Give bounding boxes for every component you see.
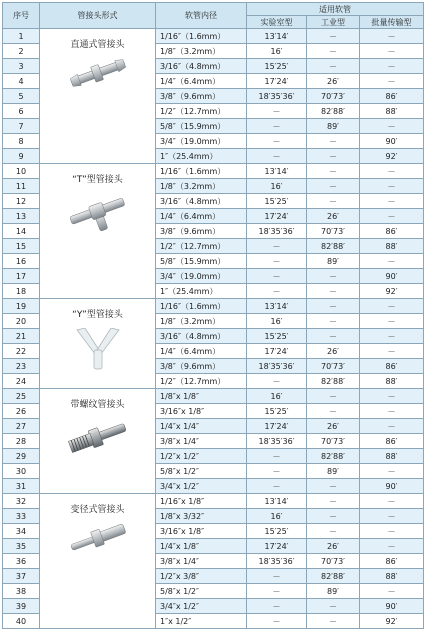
industrial-type-cell: 82′88′ [307, 104, 360, 119]
industrial-type-cell: － [307, 329, 360, 344]
lab-type-cell: － [247, 104, 307, 119]
table-row [3, 389, 424, 404]
industrial-type-cell: － [307, 134, 360, 149]
bulk-transfer-cell: 88′ [360, 449, 424, 464]
row-number: 31 [3, 479, 40, 494]
industrial-type-cell: 89′ [307, 254, 360, 269]
bulk-transfer-cell: － [360, 389, 424, 404]
row-number: 29 [3, 449, 40, 464]
bulk-transfer-cell: － [360, 419, 424, 434]
lab-type-cell: － [247, 569, 307, 584]
inner-diameter-cell: 1/2″x 3/8″ [156, 569, 247, 584]
header-bulk-transfer-type: 批量传输型 [360, 16, 424, 29]
industrial-type-cell: － [307, 164, 360, 179]
row-number: 28 [3, 434, 40, 449]
industrial-type-cell: 89′ [307, 464, 360, 479]
inner-diameter-cell: 1/2″x 1/2″ [156, 449, 247, 464]
bulk-transfer-cell: 88′ [360, 569, 424, 584]
row-number: 5 [3, 89, 40, 104]
inner-diameter-cell: 1/4″x 1/8″ [156, 539, 247, 554]
bulk-transfer-cell: 90′ [360, 134, 424, 149]
inner-diameter-cell: 1/8″x 3/32″ [156, 509, 247, 524]
lab-type-cell: 16′ [247, 314, 307, 329]
inner-diameter-cell: 3/8″x 1/4″ [156, 554, 247, 569]
row-number: 1 [3, 29, 40, 44]
reducer-fitting-icon [40, 523, 155, 553]
row-number: 27 [3, 419, 40, 434]
table-row [3, 29, 424, 44]
industrial-type-cell: － [307, 314, 360, 329]
lab-type-cell: 13′14′ [247, 494, 307, 509]
inner-diameter-cell: 5/8″x 1/2″ [156, 584, 247, 599]
row-number: 10 [3, 164, 40, 179]
industrial-type-cell: － [307, 149, 360, 164]
lab-type-cell: － [247, 374, 307, 389]
inner-diameter-cell: 3/16″（4.8mm） [156, 329, 247, 344]
lab-type-cell: 15′25′ [247, 329, 307, 344]
row-number: 30 [3, 464, 40, 479]
row-number: 24 [3, 374, 40, 389]
industrial-type-cell: 26′ [307, 74, 360, 89]
bulk-transfer-cell: － [360, 119, 424, 134]
lab-type-cell: － [247, 119, 307, 134]
industrial-type-cell: － [307, 479, 360, 494]
industrial-type-cell: － [307, 44, 360, 59]
lab-type-cell: 15′25′ [247, 194, 307, 209]
lab-type-cell: 16′ [247, 389, 307, 404]
inner-diameter-cell: 1/2″（12.7mm） [156, 104, 247, 119]
inner-diameter-cell: 1/8″（3.2mm） [156, 44, 247, 59]
fitting-type-name: 直通式管接头 [70, 40, 125, 50]
row-number: 23 [3, 359, 40, 374]
lab-type-cell: － [247, 239, 307, 254]
inner-diameter-cell: 3/16″x 1/8″ [156, 524, 247, 539]
industrial-type-cell: 70′73′ [307, 224, 360, 239]
industrial-type-cell: － [307, 269, 360, 284]
industrial-type-cell: 82′88′ [307, 239, 360, 254]
industrial-type-cell: 82′88′ [307, 449, 360, 464]
fitting-type-cell [40, 164, 156, 299]
lab-type-cell: － [247, 614, 307, 629]
inner-diameter-cell: 1″x 1/2″ [156, 614, 247, 629]
lab-type-cell: 18′35′36′ [247, 554, 307, 569]
inner-diameter-cell: 5/8″（15.9mm） [156, 254, 247, 269]
row-number: 21 [3, 329, 40, 344]
bulk-transfer-cell: － [360, 194, 424, 209]
inner-diameter-cell: 3/4″x 1/2″ [156, 479, 247, 494]
bulk-transfer-cell: 88′ [360, 239, 424, 254]
bulk-transfer-cell: 86′ [360, 224, 424, 239]
inner-diameter-cell: 1/2″（12.7mm） [156, 374, 247, 389]
industrial-type-cell: － [307, 404, 360, 419]
y-fitting-icon [40, 328, 155, 370]
lab-type-cell: － [247, 254, 307, 269]
fitting-type-cell [40, 389, 156, 494]
industrial-type-cell: － [307, 524, 360, 539]
industrial-type-cell: 89′ [307, 584, 360, 599]
inner-diameter-cell: 3/16″（4.8mm） [156, 59, 247, 74]
industrial-type-cell: 82′88′ [307, 569, 360, 584]
bulk-transfer-cell: 90′ [360, 269, 424, 284]
row-number: 26 [3, 404, 40, 419]
industrial-type-cell: 26′ [307, 344, 360, 359]
industrial-type-cell: － [307, 299, 360, 314]
bulk-transfer-cell: 86′ [360, 554, 424, 569]
row-number: 37 [3, 569, 40, 584]
inner-diameter-cell: 1/4″（6.4mm） [156, 209, 247, 224]
inner-diameter-cell: 1/4″（6.4mm） [156, 74, 247, 89]
row-number: 36 [3, 554, 40, 569]
bulk-transfer-cell: 86′ [360, 89, 424, 104]
bulk-transfer-cell: － [360, 464, 424, 479]
industrial-type-cell: 82′88′ [307, 374, 360, 389]
bulk-transfer-cell: 90′ [360, 599, 424, 614]
industrial-type-cell: － [307, 59, 360, 74]
bulk-transfer-cell: － [360, 404, 424, 419]
row-number: 40 [3, 614, 40, 629]
inner-diameter-cell: 1/8″x 1/8″ [156, 389, 247, 404]
lab-type-cell: 17′24′ [247, 539, 307, 554]
inner-diameter-cell: 3/4″（19.0mm） [156, 269, 247, 284]
bulk-transfer-cell: － [360, 74, 424, 89]
row-number: 14 [3, 224, 40, 239]
tee-fitting-icon [40, 193, 155, 233]
lab-type-cell: － [247, 464, 307, 479]
bulk-transfer-cell: 92′ [360, 284, 424, 299]
bulk-transfer-cell: － [360, 584, 424, 599]
header-fitting-type: 管接头形式 [40, 3, 156, 29]
lab-type-cell: 16′ [247, 179, 307, 194]
row-number: 34 [3, 524, 40, 539]
table-body [3, 29, 424, 629]
bulk-transfer-cell: － [360, 164, 424, 179]
fitting-type-cell [40, 29, 156, 164]
industrial-type-cell: － [307, 29, 360, 44]
industrial-type-cell: 26′ [307, 209, 360, 224]
fitting-type-name: “T”型管接头 [72, 175, 123, 185]
lab-type-cell: 13′14′ [247, 164, 307, 179]
industrial-type-cell: 70′73′ [307, 89, 360, 104]
fitting-type-name: “Y”型管接头 [72, 310, 123, 320]
bulk-transfer-cell: － [360, 179, 424, 194]
row-number: 25 [3, 389, 40, 404]
fitting-type-name: 变径式管接头 [70, 505, 125, 515]
inner-diameter-cell: 1″（25.4mm） [156, 284, 247, 299]
inner-diameter-cell: 3/4″x 1/2″ [156, 599, 247, 614]
industrial-type-cell: 26′ [307, 539, 360, 554]
industrial-type-cell: － [307, 509, 360, 524]
inner-diameter-cell: 5/8″x 1/2″ [156, 464, 247, 479]
straight-fitting-icon [40, 58, 155, 88]
lab-type-cell: 15′25′ [247, 524, 307, 539]
industrial-type-cell: － [307, 494, 360, 509]
industrial-type-cell: － [307, 284, 360, 299]
row-number: 33 [3, 509, 40, 524]
row-number: 17 [3, 269, 40, 284]
industrial-type-cell: 26′ [307, 419, 360, 434]
fittings-table-container [2, 2, 423, 629]
lab-type-cell: 18′35′36′ [247, 434, 307, 449]
bulk-transfer-cell: － [360, 299, 424, 314]
inner-diameter-cell: 1/16″x 1/8″ [156, 494, 247, 509]
header-lab-type: 实验室型 [247, 16, 307, 29]
lab-type-cell: 17′24′ [247, 344, 307, 359]
table-row [3, 494, 424, 509]
lab-type-cell: 18′35′36′ [247, 89, 307, 104]
industrial-type-cell: 70′73′ [307, 434, 360, 449]
inner-diameter-cell: 5/8″（15.9mm） [156, 119, 247, 134]
inner-diameter-cell: 3/8″（9.6mm） [156, 224, 247, 239]
row-number: 15 [3, 239, 40, 254]
lab-type-cell: 18′35′36′ [247, 359, 307, 374]
header-applicable-tubing: 适用软管 [247, 3, 424, 16]
inner-diameter-cell: 3/16″x 1/8″ [156, 404, 247, 419]
industrial-type-cell: － [307, 194, 360, 209]
bulk-transfer-cell: － [360, 494, 424, 509]
lab-type-cell: 13′14′ [247, 29, 307, 44]
inner-diameter-cell: 3/4″（19.0mm） [156, 134, 247, 149]
fitting-type-name: 带螺纹管接头 [70, 400, 125, 410]
header-no: 序号 [3, 3, 40, 29]
bulk-transfer-cell: － [360, 254, 424, 269]
lab-type-cell: － [247, 149, 307, 164]
lab-type-cell: 13′14′ [247, 299, 307, 314]
bulk-transfer-cell: 86′ [360, 359, 424, 374]
inner-diameter-cell: 3/8″x 1/4″ [156, 434, 247, 449]
row-number: 3 [3, 59, 40, 74]
bulk-transfer-cell: 92′ [360, 614, 424, 629]
industrial-type-cell: － [307, 599, 360, 614]
row-number: 4 [3, 74, 40, 89]
row-number: 20 [3, 314, 40, 329]
row-number: 7 [3, 119, 40, 134]
fitting-type-cell [40, 494, 156, 629]
lab-type-cell: 17′24′ [247, 209, 307, 224]
lab-type-cell: － [247, 269, 307, 284]
bulk-transfer-cell: － [360, 539, 424, 554]
lab-type-cell: 16′ [247, 509, 307, 524]
bulk-transfer-cell: 86′ [360, 434, 424, 449]
lab-type-cell: － [247, 449, 307, 464]
lab-type-cell: 17′24′ [247, 419, 307, 434]
inner-diameter-cell: 1″（25.4mm） [156, 149, 247, 164]
threaded-fitting-icon [40, 418, 155, 458]
row-number: 13 [3, 209, 40, 224]
inner-diameter-cell: 3/16″（4.8mm） [156, 194, 247, 209]
row-number: 35 [3, 539, 40, 554]
header-inner-diameter: 软管内径 [156, 3, 247, 29]
row-number: 12 [3, 194, 40, 209]
industrial-type-cell: 70′73′ [307, 554, 360, 569]
lab-type-cell: － [247, 584, 307, 599]
inner-diameter-cell: 3/8″（9.6mm） [156, 359, 247, 374]
inner-diameter-cell: 1/16″（1.6mm） [156, 164, 247, 179]
lab-type-cell: 17′24′ [247, 74, 307, 89]
lab-type-cell: － [247, 599, 307, 614]
lab-type-cell: 16′ [247, 44, 307, 59]
row-number: 2 [3, 44, 40, 59]
bulk-transfer-cell: － [360, 344, 424, 359]
industrial-type-cell: 89′ [307, 119, 360, 134]
header-industrial-type: 工业型 [307, 16, 360, 29]
lab-type-cell: 15′25′ [247, 404, 307, 419]
row-number: 9 [3, 149, 40, 164]
bulk-transfer-cell: 90′ [360, 479, 424, 494]
bulk-transfer-cell: － [360, 524, 424, 539]
table-row [3, 299, 424, 314]
bulk-transfer-cell: － [360, 59, 424, 74]
industrial-type-cell: － [307, 614, 360, 629]
fitting-type-cell [40, 299, 156, 389]
lab-type-cell: － [247, 479, 307, 494]
industrial-type-cell: － [307, 179, 360, 194]
bulk-transfer-cell: － [360, 314, 424, 329]
inner-diameter-cell: 1/8″（3.2mm） [156, 314, 247, 329]
bulk-transfer-cell: － [360, 44, 424, 59]
row-number: 6 [3, 104, 40, 119]
bulk-transfer-cell: － [360, 29, 424, 44]
row-number: 22 [3, 344, 40, 359]
row-number: 8 [3, 134, 40, 149]
fittings-table [2, 2, 424, 629]
lab-type-cell: 18′35′36′ [247, 224, 307, 239]
row-number: 39 [3, 599, 40, 614]
inner-diameter-cell: 3/8″（9.6mm） [156, 89, 247, 104]
inner-diameter-cell: 1/8″（3.2mm） [156, 179, 247, 194]
bulk-transfer-cell: － [360, 329, 424, 344]
bulk-transfer-cell: 92′ [360, 149, 424, 164]
inner-diameter-cell: 1/2″（12.7mm） [156, 239, 247, 254]
bulk-transfer-cell: 88′ [360, 374, 424, 389]
lab-type-cell: － [247, 284, 307, 299]
lab-type-cell: － [247, 134, 307, 149]
inner-diameter-cell: 1/4″（6.4mm） [156, 344, 247, 359]
lab-type-cell: 15′25′ [247, 59, 307, 74]
inner-diameter-cell: 1/4″x 1/4″ [156, 419, 247, 434]
inner-diameter-cell: 1/16″（1.6mm） [156, 29, 247, 44]
industrial-type-cell: 70′73′ [307, 359, 360, 374]
row-number: 11 [3, 179, 40, 194]
row-number: 18 [3, 284, 40, 299]
industrial-type-cell: － [307, 389, 360, 404]
row-number: 19 [3, 299, 40, 314]
row-number: 16 [3, 254, 40, 269]
row-number: 32 [3, 494, 40, 509]
bulk-transfer-cell: 88′ [360, 104, 424, 119]
inner-diameter-cell: 1/16″（1.6mm） [156, 299, 247, 314]
table-row [3, 164, 424, 179]
row-number: 38 [3, 584, 40, 599]
bulk-transfer-cell: － [360, 509, 424, 524]
bulk-transfer-cell: － [360, 209, 424, 224]
